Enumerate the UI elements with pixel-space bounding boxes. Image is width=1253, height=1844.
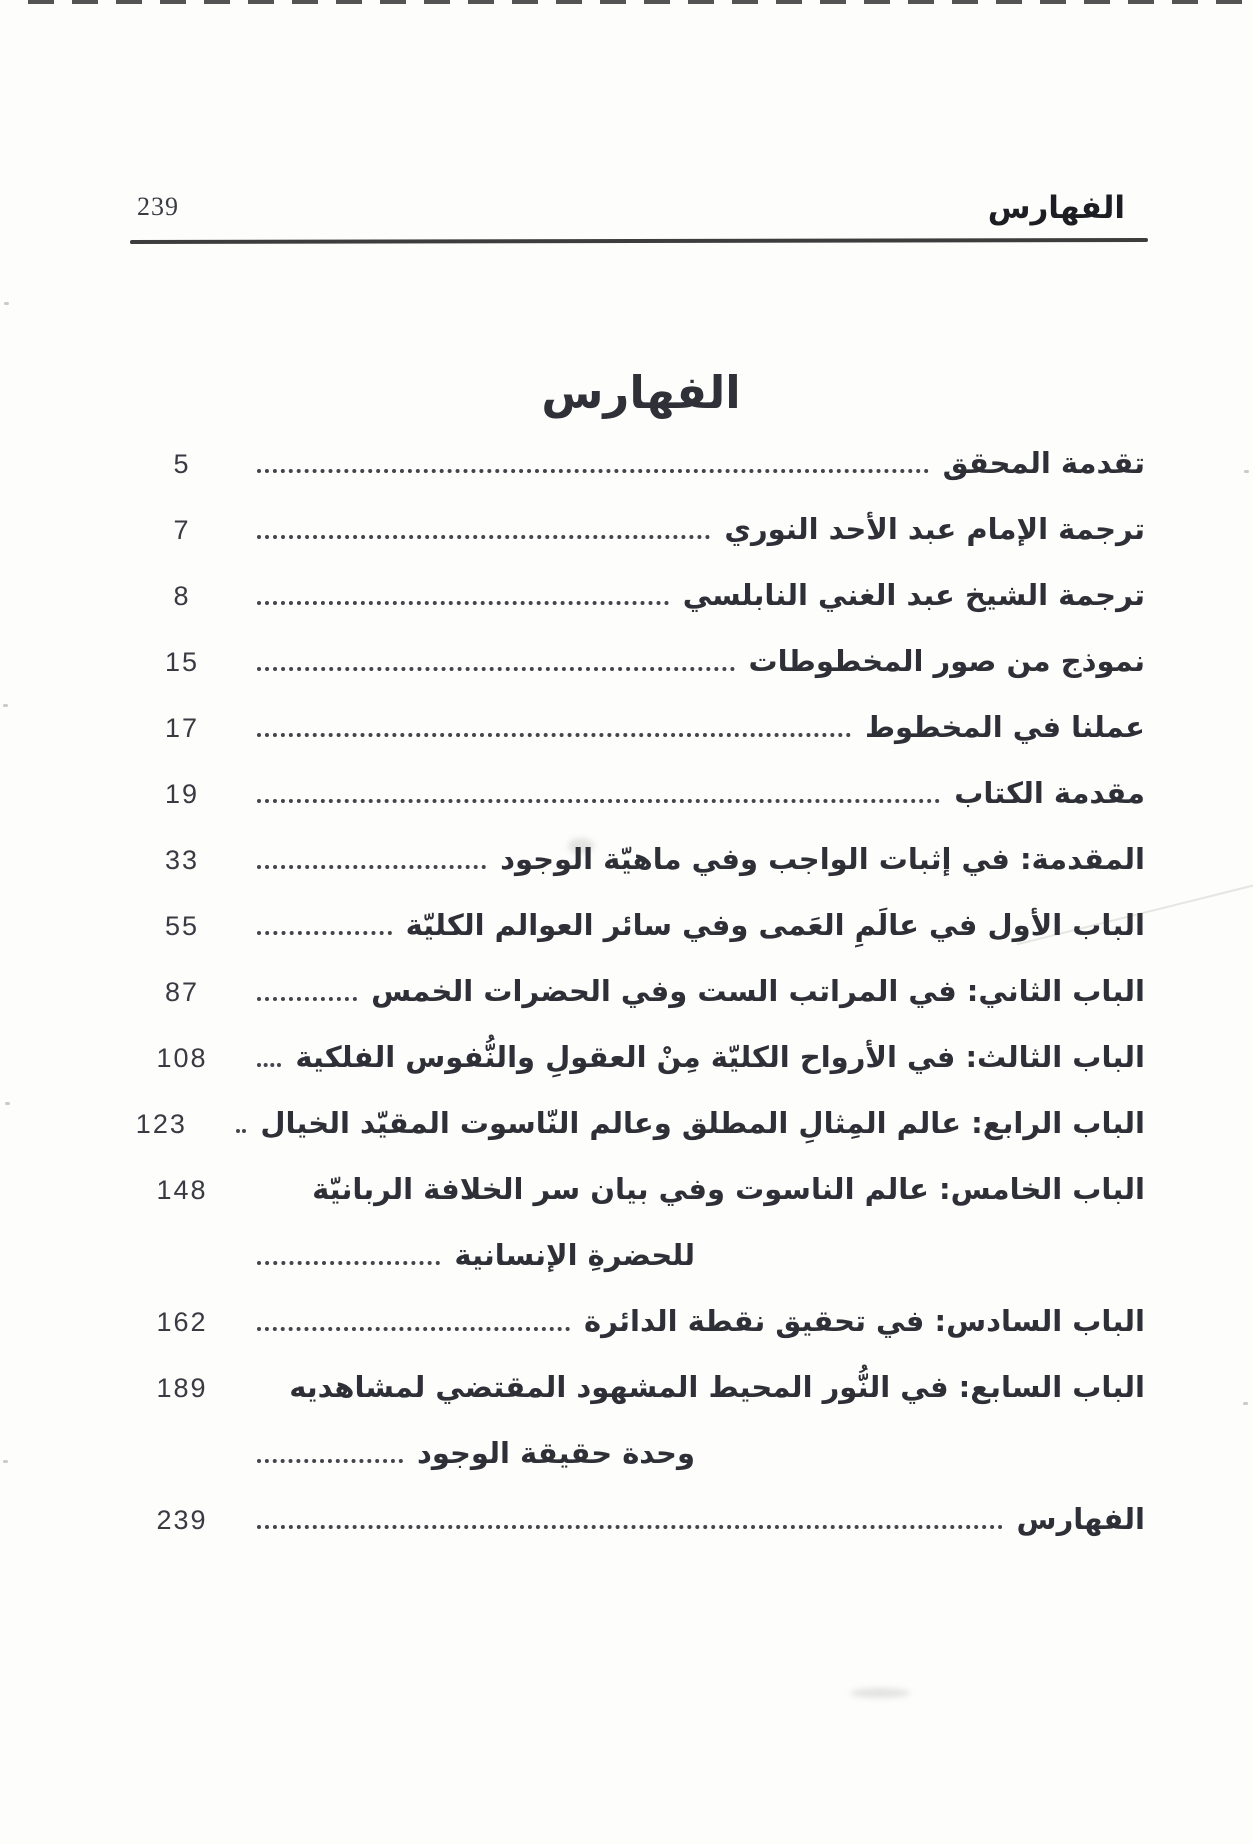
scan-smudge	[850, 1688, 910, 1698]
page-number: 239	[137, 192, 179, 221]
toc-entry	[137, 1500, 1145, 1538]
toc-entry-page: 162	[156, 1307, 208, 1337]
toc-entry-label: الباب الرابع: عالم المِثالِ المطلق وعالم النّاسوت المقيّد الخيال	[260, 1106, 1145, 1140]
toc-entry	[137, 774, 1145, 812]
toc-entry-continuation	[137, 1434, 1145, 1472]
dotted-leader	[257, 1063, 281, 1067]
toc-entry	[137, 840, 1145, 878]
toc-entry-label: وحدة حقيقة الوجود	[416, 1436, 695, 1470]
toc-entry-page: 87	[164, 977, 200, 1007]
page-title: الفهارس	[541, 366, 741, 419]
dotted-leader	[257, 469, 929, 473]
toc-entry-page: 7	[173, 515, 191, 545]
toc-entry-label: المقدمة: في إثبات الواجب وفي ماهيّة الوجود	[500, 842, 1145, 876]
toc-entry-label: عملنا في المخطوط	[864, 710, 1145, 744]
toc-entry-label: الباب السابع: في النُّور المحيط المشهود المقتضي لمشاهديه	[289, 1370, 1145, 1404]
dotted-leader	[257, 865, 486, 869]
dotted-leader	[257, 997, 357, 1001]
dotted-leader	[257, 535, 710, 539]
toc-entry	[137, 708, 1145, 746]
dotted-leader	[236, 1129, 246, 1133]
toc-entry	[137, 972, 1145, 1010]
toc-entry	[137, 576, 1145, 614]
toc-entry-page: 17	[164, 713, 200, 743]
running-header-title: الفهارس	[987, 190, 1125, 226]
toc-entry-label: ترجمة الإمام عبد الأحد النوري	[724, 512, 1145, 546]
header-rule	[130, 238, 1148, 244]
toc-entry-label: للحضرةِ الإنسانية	[454, 1238, 695, 1272]
toc-entry	[137, 1170, 1145, 1208]
toc-entry-continuation	[137, 1236, 1145, 1274]
toc-entry-label: الباب السادس: في تحقيق نقطة الدائرة	[583, 1304, 1145, 1338]
toc-entry-page: 148	[156, 1175, 208, 1205]
toc-entry	[137, 1104, 1145, 1142]
toc-entry	[137, 642, 1145, 680]
toc-entry-page: 33	[164, 845, 200, 875]
toc-entry-page: 19	[164, 779, 200, 809]
toc-entry	[137, 444, 1145, 482]
toc-entry-label: نموذج من صور المخطوطات	[748, 644, 1145, 678]
scan-speck	[1244, 470, 1249, 473]
toc-entry-label: ترجمة الشيخ عبد الغني النابلسي	[682, 578, 1145, 612]
toc-entry-label: الباب الخامس: عالم الناسوت وفي بيان سر الخلافة الربانيّة	[312, 1172, 1145, 1206]
toc-entry-label: الباب الثالث: في الأرواح الكليّة مِنْ العقولِ والنُّفوس الفلكية	[295, 1040, 1145, 1074]
toc-entry-label: تقدمة المحقق	[942, 446, 1145, 480]
toc-entry-label: مقدمة الكتاب	[954, 776, 1145, 810]
scan-speck	[1243, 1402, 1248, 1405]
toc-entry	[137, 510, 1145, 548]
dotted-leader	[257, 1459, 403, 1463]
toc-entry-label: الباب الأول في عالَمِ العَمى وفي سائر العوالم الكليّة	[405, 908, 1145, 942]
dotted-leader	[257, 931, 392, 935]
scan-speck	[3, 704, 8, 707]
dotted-leader	[257, 601, 669, 605]
scan-speck	[3, 1460, 8, 1463]
toc-entry-page: 15	[164, 647, 200, 677]
toc-entry-page: 5	[173, 449, 191, 479]
scan-edge-artifact	[28, 0, 1253, 4]
toc-list	[137, 444, 1145, 1566]
toc-entry-page: 123	[135, 1109, 187, 1139]
scan-speck	[5, 1102, 10, 1105]
dotted-leader	[257, 733, 851, 737]
dotted-leader	[257, 1327, 570, 1331]
toc-entry-page: 189	[156, 1373, 208, 1403]
toc-entry	[137, 1302, 1145, 1340]
dotted-leader	[257, 799, 940, 803]
toc-entry-page: 8	[173, 581, 191, 611]
toc-entry-label: الفهارس	[1016, 1502, 1145, 1536]
dotted-leader	[257, 1525, 1003, 1529]
dotted-leader	[257, 667, 735, 671]
toc-entry-page: 239	[156, 1505, 208, 1535]
dotted-leader	[257, 1261, 440, 1265]
toc-entry	[137, 906, 1145, 944]
toc-entry-page: 55	[164, 911, 200, 941]
toc-entry-label: الباب الثاني: في المراتب الست وفي الحضرات الخمس	[371, 974, 1145, 1008]
toc-entry-page: 108	[156, 1043, 208, 1073]
toc-entry	[137, 1368, 1145, 1406]
scan-speck	[4, 302, 9, 305]
toc-entry	[137, 1038, 1145, 1076]
